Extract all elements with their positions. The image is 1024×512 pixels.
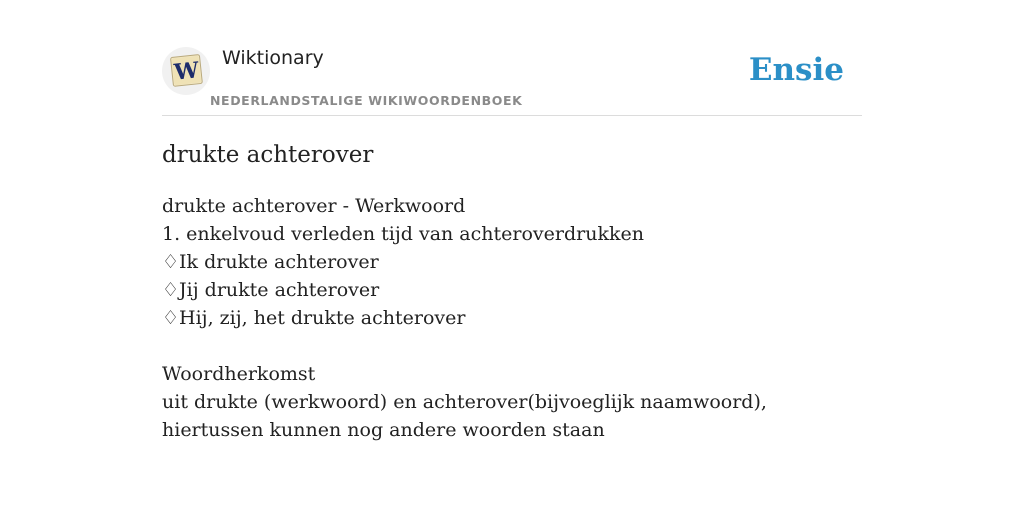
source-title[interactable]: Wiktionary	[222, 47, 324, 69]
example-line: ♢Hij, zij, het drukte achterover	[162, 307, 466, 329]
spacer	[162, 332, 872, 360]
definition-line: 1. enkelvoud verleden tijd van achteroverdrukken	[162, 223, 644, 245]
entry-content	[162, 192, 872, 444]
source-subtitle: NEDERLANDSTALIGE WIKIWOORDENBOEK	[210, 93, 523, 108]
example-line: ♢Ik drukte achterover	[162, 251, 379, 273]
ensie-brand-logo[interactable]: Ensie	[748, 52, 844, 88]
etymology-heading: Woordherkomst	[162, 363, 316, 385]
page-title: drukte achterover	[162, 142, 374, 168]
etymology-text: uit drukte (werkwoord) en achterover(bijvoeglijk naamwoord), hiertussen kunnen nog andere woorden staan	[162, 391, 767, 441]
entry-heading-line: drukte achterover - Werkwoord	[162, 195, 466, 217]
site-header	[162, 44, 862, 116]
wiktionary-logo-icon[interactable]	[162, 47, 210, 95]
logo-letter: W	[172, 57, 201, 86]
example-line: ♢Jij drukte achterover	[162, 279, 380, 301]
